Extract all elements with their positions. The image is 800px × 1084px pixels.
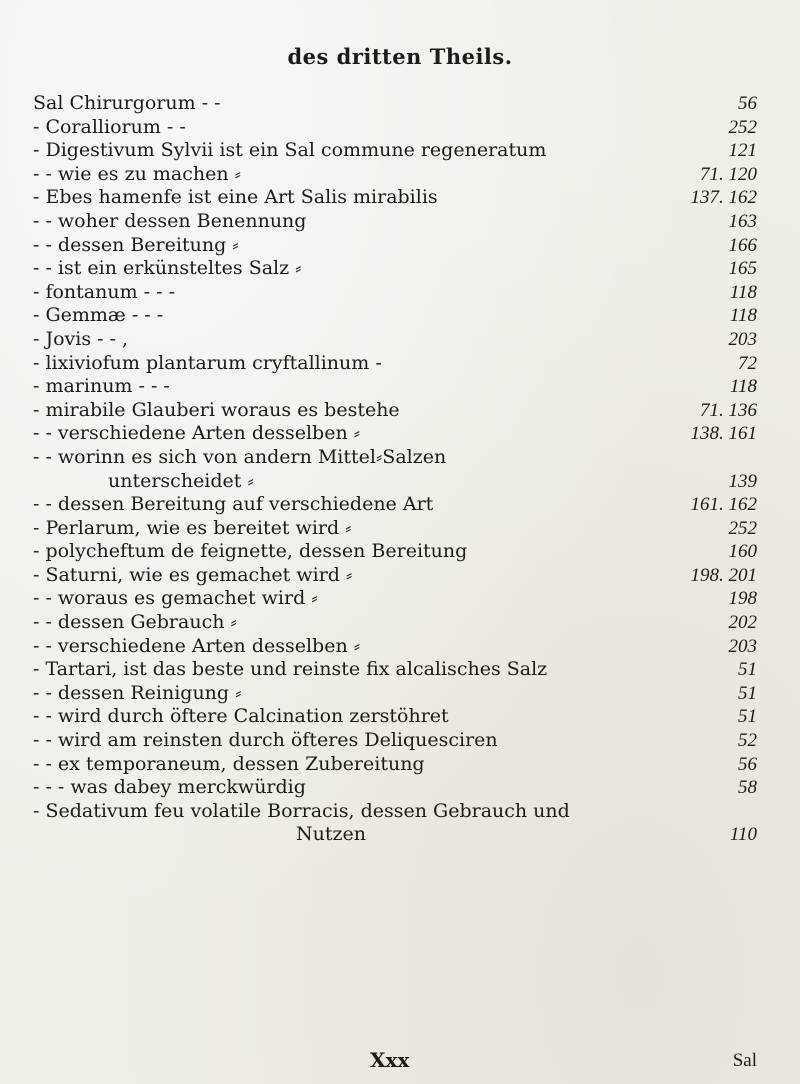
entry-text: - - wird am reinsten durch öfteres Deliquesciren [33, 729, 498, 752]
entry-text: - - verschiedene Arten desselben ⸗ [33, 422, 361, 445]
index-entry [0, 823, 800, 847]
index-entry [0, 328, 800, 352]
entry-page-ref: 165 [728, 258, 757, 280]
running-head: des dritten Theils. [287, 44, 513, 69]
entry-text: - - dessen Bereitung auf verschiedene Art [33, 493, 434, 516]
entry-page-ref: 137. 162 [690, 187, 757, 209]
entry-text: - - verschiedene Arten desselben ⸗ [33, 634, 361, 657]
entry-text: - Saturni, wie es gemachet wird ⸗ [33, 563, 353, 586]
entry-text: - - woher dessen Benennung [33, 209, 307, 232]
entry-page-ref: 163 [728, 210, 757, 232]
index-entry [0, 517, 800, 541]
entry-page-ref: 72 [738, 352, 757, 374]
entry-text: - Gemmæ - - - [33, 304, 164, 327]
index-entry [0, 375, 800, 399]
entry-text: - Tartari, ist das beste und reinste fix alcalisches Salz [33, 658, 548, 681]
entry-text: - marinum - - - [33, 375, 170, 398]
entry-text: Nutzen [296, 823, 366, 846]
index-entry [0, 163, 800, 187]
entry-page-ref: 71. 136 [700, 399, 757, 421]
entry-text: - Coralliorum - - [33, 115, 186, 138]
entry-page-ref: 52 [738, 730, 757, 752]
index-entry [0, 399, 800, 423]
index-entry [0, 729, 800, 753]
entry-page-ref: 51 [738, 706, 757, 728]
entry-text: - - woraus es gemachet wird ⸗ [33, 587, 318, 610]
entry-text: - Perlarum, wie es bereitet wird ⸗ [33, 516, 352, 539]
entry-text: - Sedativum feu volatile Borracis, dessen Gebrauch und [33, 799, 570, 822]
entry-page-ref: 202 [728, 612, 757, 634]
index-entry [0, 587, 800, 611]
index-entry [0, 611, 800, 635]
entry-text: - - ist ein erkünsteltes Salz ⸗ [33, 257, 302, 280]
index-entry [0, 540, 800, 564]
index-entry [0, 116, 800, 140]
entry-text: - - dessen Gebrauch ⸗ [33, 611, 237, 634]
entry-text: - - worinn es sich von andern Mittel⸗Salzen [33, 445, 447, 468]
entry-text: - Ebes hamenfe ist eine Art Salis mirabilis [33, 186, 438, 209]
entry-text: - - wie es zu machen ⸗ [33, 162, 241, 185]
entry-text: - lixiviofum plantarum cryftallinum - [33, 351, 382, 374]
index-entry [0, 304, 800, 328]
entry-page-ref: 51 [738, 682, 757, 704]
index-entry [0, 257, 800, 281]
index-entry [0, 800, 800, 824]
catchword: Sal [732, 1050, 757, 1071]
entry-page-ref: 118 [729, 305, 757, 327]
entry-page-ref: 71. 120 [700, 163, 757, 185]
entry-page-ref: 161. 162 [690, 494, 757, 516]
entry-page-ref: 51 [738, 659, 757, 681]
index-entry [0, 139, 800, 163]
entry-page-ref: 203 [728, 328, 757, 350]
entry-page-ref: 252 [728, 517, 757, 539]
entry-text: Sal Chirurgorum - - [33, 92, 221, 114]
entry-page-ref: 56 [738, 753, 757, 775]
entry-page-ref: 198. 201 [690, 564, 757, 586]
entry-text: - polycheftum de feignette, dessen Bereitung [33, 540, 468, 563]
entry-page-ref: 121 [728, 140, 757, 162]
entry-text: - Jovis - - , [33, 327, 129, 350]
entry-page-ref: 110 [729, 824, 757, 846]
index-entry [0, 705, 800, 729]
index-entry [0, 658, 800, 682]
index-entry [0, 234, 800, 258]
entry-page-ref: 58 [738, 777, 757, 799]
index-entry [0, 92, 800, 116]
entry-text: unterscheidet ⸗ [108, 469, 254, 492]
entry-text: - mirabile Glauberi woraus es bestehe [33, 398, 400, 421]
entry-text: - - - was dabey merckwürdig [33, 776, 306, 799]
index-entry [0, 753, 800, 777]
index-entry [0, 635, 800, 659]
entry-text: - - dessen Bereitung ⸗ [33, 233, 239, 256]
index-entry [0, 352, 800, 376]
entry-text: - - ex temporaneum, dessen Zubereitung [33, 752, 425, 775]
entry-page-ref: 118 [729, 281, 757, 303]
entry-page-ref: 118 [729, 376, 757, 398]
index-entry [0, 493, 800, 517]
index-entry [0, 210, 800, 234]
entry-page-ref: 139 [728, 470, 757, 492]
index-entries [0, 92, 800, 847]
entry-page-ref: 166 [728, 234, 757, 256]
index-entry [0, 564, 800, 588]
signature-mark: Xxx [370, 1048, 410, 1072]
entry-text: - - dessen Reinigung ⸗ [33, 681, 242, 704]
index-entry [0, 682, 800, 706]
index-entry [0, 422, 800, 446]
index-entry [0, 186, 800, 210]
entry-page-ref: 160 [728, 541, 757, 563]
index-entry [0, 470, 800, 494]
entry-text: - - wird durch öftere Calcination zerstöhret [33, 705, 449, 728]
entry-page-ref: 252 [728, 116, 757, 138]
entry-page-ref: 56 [738, 93, 757, 114]
entry-page-ref: 138. 161 [690, 423, 757, 445]
entry-text: - fontanum - - - [33, 280, 175, 303]
entry-page-ref: 198 [728, 588, 757, 610]
index-entry [0, 446, 800, 470]
entry-text: - Digestivum Sylvii ist ein Sal commune regeneratum [33, 139, 547, 162]
index-entry [0, 776, 800, 800]
index-entry [0, 281, 800, 305]
entry-page-ref: 203 [728, 635, 757, 657]
